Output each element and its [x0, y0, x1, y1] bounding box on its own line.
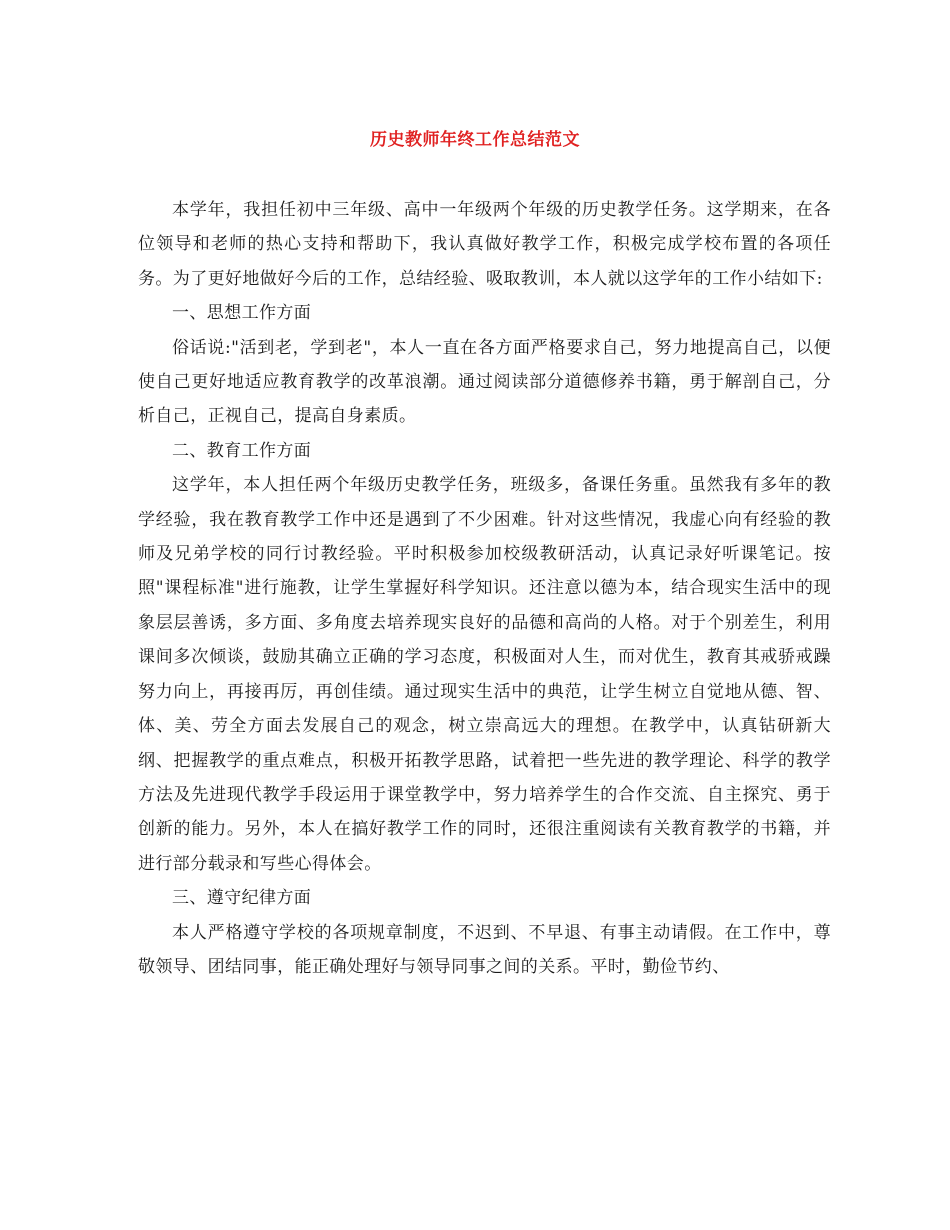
- section-paragraph-discipline: 本人严格遵守学校的各项规章制度，不迟到、不早退、有事主动请假。在工作中，尊敬领导、团结同事，能正确处理好与领导同事之间的关系。平时，勤俭节约、: [138, 922, 831, 977]
- section-heading-thought: 一、思想工作方面: [172, 303, 312, 324]
- section-paragraph-thought: 俗话说:"活到老，学到老"，本人一直在各方面严格要求自己，努力地提高自己，以便使自己更好地适应教育教学的改革浪潮。通过阅读部分道德修养书籍，勇于解剖自己，分析自己，正视自己，提高自身素质。: [138, 337, 831, 427]
- intro-paragraph: 本学年，我担任初中三年级、高中一年级两个年级的历史教学任务。这学期来，在各位领导和老师的热心支持和帮助下，我认真做好教学工作，积极完成学校布置的各项任务。为了更好地做好今后的工作，总结经验、吸取教训，本人就以这学年的工作小结如下:: [138, 200, 831, 289]
- document-title: 历史教师年终工作总结范文: [370, 130, 580, 150]
- section-heading-education: 二、教育工作方面: [172, 440, 312, 461]
- section-paragraph-education: 这学年，本人担任两个年级历史教学任务，班级多，备课任务重。虽然我有多年的教学经验，我在教育教学工作中还是遇到了不少困难。针对这些情况，我虚心向有经验的教师及兄弟学校的同行讨教经验。平时积极参加校级教研活动，认真记录好听课笔记。按照"课程标准"进行施教，让学生掌握好科学知识。还注意以德为本，结合现实生活中的现象层层善诱，多方面、多角度去培养现实良好的品德和高尚的人格。对于个别差生，利用课间多次倾谈，鼓励其确立正确的学习态度，积极面对人生，而对优生，教育其戒骄戒躁努力向上，再接再厉，再创佳绩。通过现实生活中的典范，让学生树立自觉地从德、智、体、美、劳全方面去发展自己的观念，树立崇高远大的理想。在教学中，认真钻研新大纲、把握教学的重点难点，积极开拓教学思路，试着把一些先进的教学理论、科学的教学方法及先进现代教学手段运用于课堂教学中，努力培养学生的合作交流、自主探究、勇于创新的能力。另外，本人在搞好教学工作的同时，还很注重阅读有关教育教学的书籍，并进行部分载录和写些心得体会。: [138, 475, 831, 874]
- section-heading-discipline: 三、遵守纪律方面: [172, 888, 312, 909]
- document-body: [138, 193, 831, 984]
